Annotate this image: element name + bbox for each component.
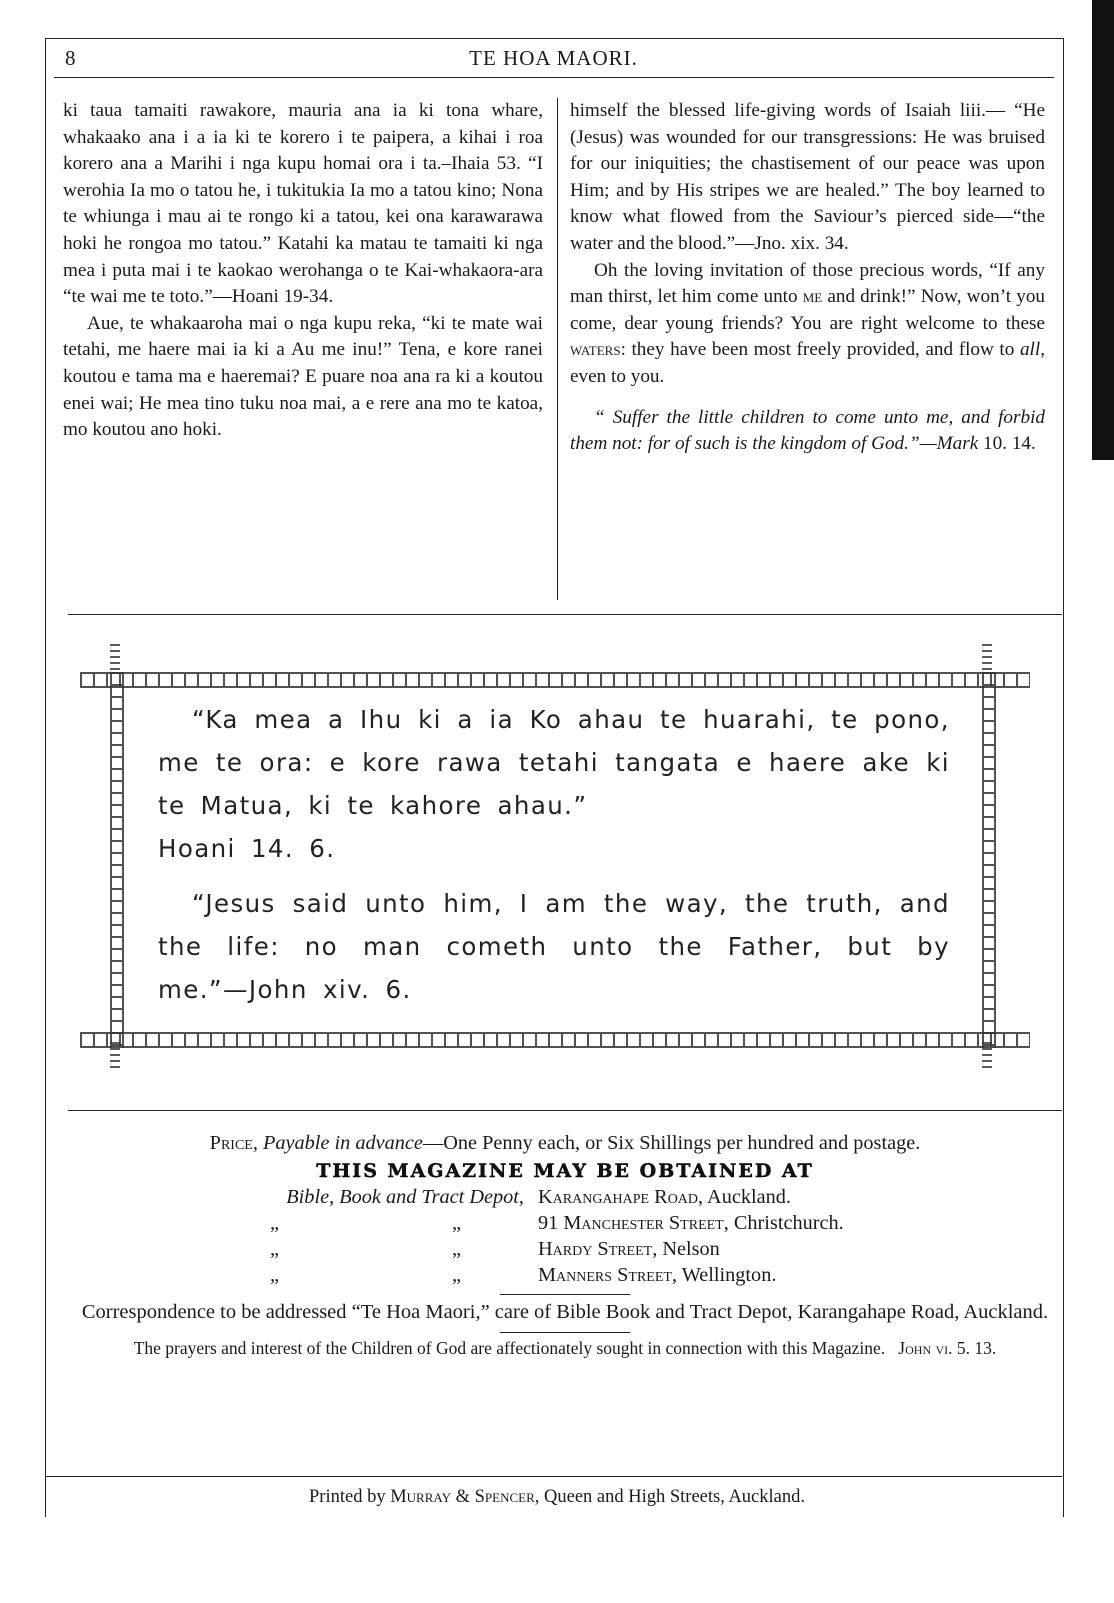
page-header: [45, 42, 1062, 76]
short-rule: [500, 1332, 630, 1333]
text-run: and drink!” Now, won’t you come, dear young friends? You are right welcome to these: [570, 286, 1046, 334]
depot-row: [80, 1184, 1050, 1210]
correspondence-notice: Correspondence to be addressed “Te Hoa Maori,” care of Bible Book and Tract Depot, Karangahape Road, Auckland.: [81, 1301, 1049, 1323]
street-name: 91 Manchester Street: [538, 1212, 724, 1234]
obtain-heading: THIS MAGAZINE MAY BE OBTAINED AT: [316, 1160, 814, 1182]
english-paragraph-1: himself the blessed life-giving words of Isaiah liii.— “He (Jesus) was wounded for our transgressions: He was bruised for our iniquities; the chastisement of our peace was upon Him; and by His stripes we are healed.” The boy learned to know what flowed from the Saviour’s pierced side—“the water and the blood.”—Jno. xix. 34.: [570, 100, 1045, 254]
text-run: Oh the loving invitation of those precious words, “If any man thirst, let him come unto: [570, 259, 1045, 308]
prayers-notice: [80, 1337, 1050, 1359]
english-paragraph-2: [570, 258, 1045, 391]
printer-prefix: Printed by: [309, 1487, 386, 1507]
ditto-mark: „: [270, 1238, 280, 1260]
depot-row: [80, 1210, 1050, 1236]
publication-info: [80, 1130, 1050, 1359]
depot-label: Bible, Book and Tract Depot,: [286, 1186, 524, 1208]
depot-address: [538, 1236, 720, 1262]
scripture-text: “ Suffer the little children to come unto me, and forbid them not: for of such is the kingdom of God.”—Mark: [570, 406, 1045, 455]
short-rule: [500, 1294, 630, 1295]
header-rule: [54, 77, 1054, 78]
ornament-stub-top-right: [982, 644, 992, 674]
street-name: Manners Street: [538, 1264, 672, 1286]
printer-imprint: [0, 1487, 1114, 1508]
page-number: 8: [65, 46, 76, 70]
english-column: [570, 98, 1045, 458]
text-run: : they have been most freely provided, and flow to: [620, 339, 1015, 361]
ditto-mark: „: [270, 1212, 280, 1234]
maori-column: [63, 98, 543, 444]
footer-rule: [68, 1110, 1062, 1111]
city-name: , Wellington.: [671, 1264, 777, 1286]
printer-suffix: , Queen and High Streets, Auckland.: [534, 1487, 805, 1507]
text-run: , even to you.: [570, 339, 1045, 387]
small-caps-me: me: [802, 286, 823, 308]
city-name: , Auckland.: [698, 1186, 791, 1208]
ditto-mark: „: [270, 1264, 280, 1286]
printer-name: Murray & Spencer: [390, 1487, 535, 1507]
ditto-mark: „: [452, 1238, 462, 1260]
street-name: Karangahape Road: [538, 1186, 699, 1208]
maori-paragraph-1: ki taua tamaiti rawakore, mauria ana ia ki tona whare, whakaako ana i a ia ki te korero i te paipera, a kihai i roa korero ana a Marihi i nga kupu homai ora i ta.–Ihaia 53. “I werohia Ia mo o tatou he, i tukitukia Ia mo a tatou kino; Nona te whiunga i mau ai te rongo ki a tatou, kei ona karawarawa hoki he rongoa mo tatou.” Katahi ka matau te tamaiti ki nga mea i puta mai i te kaokao werohanga o te Kai-whakaora-ara “te wai me te toto.”—Hoani 19-34.: [63, 100, 543, 308]
ditto-mark: „: [452, 1264, 462, 1286]
greek-key-border-right: [982, 672, 996, 1048]
ornamental-quote-box: [80, 650, 1030, 1070]
city-name: , Christchurch.: [723, 1212, 844, 1234]
ornament-stub-top-left: [110, 644, 120, 674]
maori-quote: “Ka mea a Ihu ki a ia Ko ahau te huarahi, te pono, me te ora: e kore rawa tetahi tangata e haere ake ki te Matua, ki te kahore ahau.”: [158, 705, 950, 820]
scripture-quote: [570, 405, 1045, 458]
price-label: Price,: [209, 1132, 258, 1154]
greek-key-border-bottom: [80, 1032, 1030, 1048]
prayers-text: The prayers and interest of the Children of God are affectionately sought in connection with this Magazine.: [133, 1338, 886, 1358]
boxed-quote-text: [158, 698, 950, 1011]
running-title: TE HOA MAORI.: [469, 46, 638, 70]
greek-key-border-top: [80, 672, 1030, 688]
greek-key-border-left: [110, 672, 124, 1048]
price-terms: Payable in advance: [263, 1132, 423, 1154]
bottom-rule: [45, 1476, 1062, 1477]
city-name: , Nelson: [652, 1238, 720, 1260]
depot-row: [80, 1262, 1050, 1288]
prayers-reference: John vi. 5. 13.: [898, 1338, 997, 1358]
scan-edge-shadow: [1092, 0, 1114, 460]
price-details: —One Penny each, or Six Shillings per hundred and postage.: [422, 1132, 921, 1154]
column-divider: [557, 98, 558, 600]
depot-row: [80, 1236, 1050, 1262]
depot-list: [80, 1184, 1050, 1288]
ditto-mark: „: [452, 1212, 462, 1234]
scripture-reference: 10. 14.: [983, 433, 1036, 455]
italic-all: all: [1019, 339, 1041, 361]
english-quote: “Jesus said unto him, I am the way, the truth, and the life: no man cometh unto the Father, but by me.”—John xiv. 6.: [158, 889, 950, 1004]
small-caps-waters: waters: [570, 339, 621, 361]
maori-paragraph-2: Aue, te whakaaroha mai o nga kupu reka, “ki te mate wai tetahi, me haere mai ia ki a Au me inu!” Tena, e kore ranei koutou e tama ma e haeremai? E puare noa ana ra ki a koutou enei wai; He mea tino tuku noa mai, a e rere ana mo te katoa, mo koutou ano hoki.: [63, 312, 543, 441]
depot-address: [538, 1210, 844, 1236]
depot-address: [538, 1184, 791, 1210]
depot-address: [538, 1262, 776, 1288]
section-rule: [68, 614, 1062, 615]
price-line: [80, 1130, 1050, 1156]
street-name: Hardy Street: [538, 1238, 653, 1260]
maori-quote-reference: Hoani 14. 6.: [158, 834, 336, 863]
